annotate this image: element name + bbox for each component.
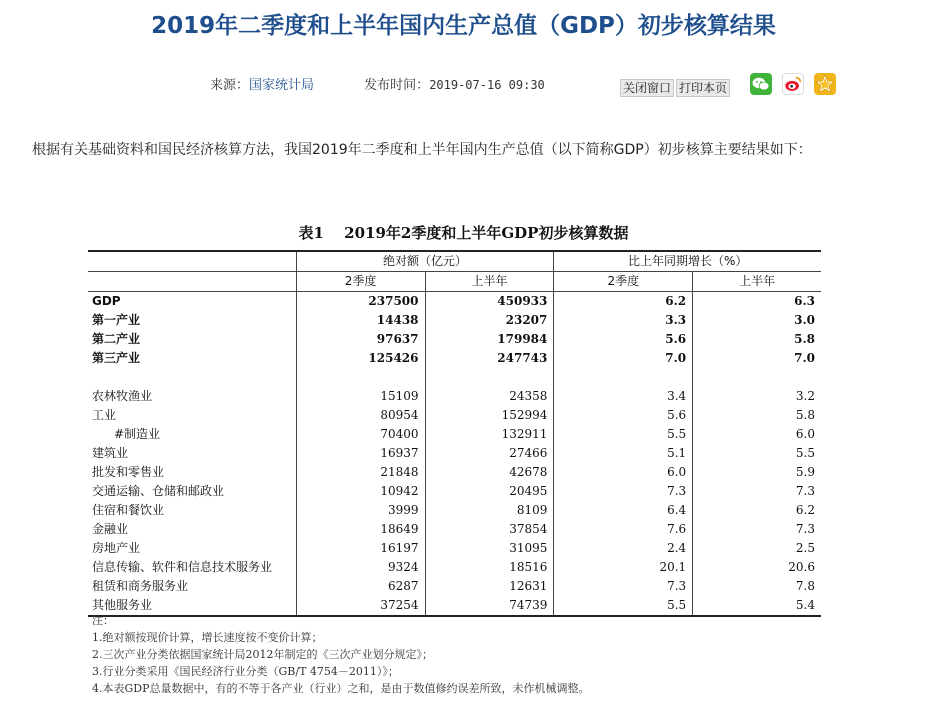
intro-paragraph: 根据有关基础资料和国民经济核算方法，我国2019年二季度和上半年国内生产总值（以下简称GDP）初步核算主要结果如下： bbox=[32, 142, 812, 158]
row-h1-growth: 6.0 bbox=[693, 425, 821, 444]
row-q2-growth: 5.1 bbox=[554, 444, 693, 463]
row-q2-growth: 7.3 bbox=[554, 577, 693, 596]
print-page-button[interactable]: 打印本页 bbox=[676, 79, 730, 97]
note-item: 1.绝对额按现价计算，增长速度按不变价计算； bbox=[92, 631, 323, 644]
table-title: 表1 2019年2季度和上半年GDP初步核算数据 bbox=[298, 224, 629, 242]
gdp-table bbox=[88, 250, 821, 617]
table-row bbox=[88, 406, 821, 425]
row-q2-growth: 6.0 bbox=[554, 463, 693, 482]
header-q2-abs: 2季度 bbox=[296, 272, 425, 292]
table-row bbox=[88, 501, 821, 520]
row-h1-abs: 132911 bbox=[425, 425, 554, 444]
table-row bbox=[88, 425, 821, 444]
note-item: 4.本表GDP总量数据中，有的不等于各产业（行业）之和，是由于数值修约误差所致，未作机械调整。 bbox=[92, 682, 590, 695]
row-q2-abs: 37254 bbox=[296, 596, 425, 616]
row-q2-growth: 3.3 bbox=[554, 311, 693, 330]
row-name: #制造业 bbox=[114, 427, 161, 441]
row-q2-abs: 125426 bbox=[296, 349, 425, 368]
row-h1-abs: 24358 bbox=[425, 387, 554, 406]
row-h1-growth: 3.2 bbox=[693, 387, 821, 406]
row-name: 其他服务业 bbox=[88, 596, 296, 616]
row-name: GDP bbox=[92, 294, 121, 308]
qzone-icon[interactable] bbox=[814, 73, 836, 95]
publish-time: 2019-07-16 09:30 bbox=[429, 78, 545, 92]
row-q2-growth: 7.0 bbox=[554, 349, 693, 368]
row-name: 第三产业 bbox=[92, 351, 141, 365]
row-name: 工业 bbox=[92, 408, 117, 422]
row-q2-abs: 3999 bbox=[296, 501, 425, 520]
note-item: 3.行业分类采用《国民经济行业分类（GB/T 4754－2011）》； bbox=[92, 665, 399, 678]
row-h1-growth: 5.8 bbox=[693, 330, 821, 349]
row-q2-abs: 16197 bbox=[296, 539, 425, 558]
header-q2-growth: 2季度 bbox=[554, 272, 693, 292]
row-name: 房地产业 bbox=[92, 541, 141, 555]
table-row bbox=[88, 539, 821, 558]
row-h1-growth: 7.0 bbox=[693, 349, 821, 368]
spacer-row bbox=[88, 368, 821, 387]
row-name: 住宿和餐饮业 bbox=[92, 503, 165, 517]
row-q2-abs: 10942 bbox=[296, 482, 425, 501]
row-h1-abs: 12631 bbox=[425, 577, 554, 596]
table-row bbox=[88, 311, 821, 330]
row-name: 第二产业 bbox=[92, 332, 141, 346]
page-title: 2019年二季度和上半年国内生产总值（GDP）初步核算结果 bbox=[151, 13, 776, 39]
row-h1-growth: 5.9 bbox=[693, 463, 821, 482]
table-row bbox=[88, 387, 821, 406]
row-q2-growth: 5.6 bbox=[554, 406, 693, 425]
table-row bbox=[88, 330, 821, 349]
row-q2-growth: 5.5 bbox=[554, 425, 693, 444]
table-body bbox=[88, 292, 821, 617]
publish-label: 发布时间： bbox=[364, 78, 430, 93]
table-notes bbox=[92, 612, 590, 697]
row-h1-abs: 450933 bbox=[425, 292, 554, 312]
row-q2-abs: 16937 bbox=[296, 444, 425, 463]
row-h1-growth: 7.3 bbox=[693, 482, 821, 501]
table-row bbox=[88, 349, 821, 368]
row-h1-growth: 5.4 bbox=[693, 596, 821, 616]
row-h1-growth: 3.0 bbox=[693, 311, 821, 330]
row-q2-abs: 97637 bbox=[296, 330, 425, 349]
table-row bbox=[88, 292, 821, 312]
row-h1-abs: 27466 bbox=[425, 444, 554, 463]
table-row bbox=[88, 463, 821, 482]
row-q2-abs: 18649 bbox=[296, 520, 425, 539]
row-name: 租赁和商务服务业 bbox=[92, 579, 189, 593]
row-q2-growth: 6.2 bbox=[554, 292, 693, 312]
row-q2-abs: 9324 bbox=[296, 558, 425, 577]
row-h1-growth: 5.8 bbox=[693, 406, 821, 425]
row-h1-growth: 6.3 bbox=[693, 292, 821, 312]
row-h1-abs: 42678 bbox=[425, 463, 554, 482]
page-actions bbox=[620, 77, 732, 95]
table-row bbox=[88, 520, 821, 539]
row-h1-growth: 7.8 bbox=[693, 577, 821, 596]
row-q2-growth: 3.4 bbox=[554, 387, 693, 406]
row-h1-growth: 6.2 bbox=[693, 501, 821, 520]
row-q2-growth: 6.4 bbox=[554, 501, 693, 520]
row-q2-growth: 2.4 bbox=[554, 539, 693, 558]
row-q2-abs: 70400 bbox=[296, 425, 425, 444]
table-row bbox=[88, 558, 821, 577]
row-h1-abs: 8109 bbox=[425, 501, 554, 520]
row-q2-growth: 20.1 bbox=[554, 558, 693, 577]
row-name: 信息传输、软件和信息技术服务业 bbox=[92, 560, 273, 574]
row-name: 建筑业 bbox=[92, 446, 129, 460]
row-q2-abs: 15109 bbox=[296, 387, 425, 406]
row-h1-abs: 18516 bbox=[425, 558, 554, 577]
row-h1-abs: 31095 bbox=[425, 539, 554, 558]
row-q2-abs: 237500 bbox=[296, 292, 425, 312]
header-h1-abs: 上半年 bbox=[425, 272, 554, 292]
table-row bbox=[88, 444, 821, 463]
row-q2-growth: 5.5 bbox=[554, 596, 693, 616]
article-meta bbox=[210, 75, 545, 95]
row-h1-growth: 2.5 bbox=[693, 539, 821, 558]
source-value: 国家统计局 bbox=[249, 78, 315, 93]
row-q2-abs: 6287 bbox=[296, 577, 425, 596]
table-row bbox=[88, 577, 821, 596]
share-bar bbox=[750, 73, 841, 99]
header-growth: 比上年同期增长（%） bbox=[554, 251, 821, 272]
row-q2-abs: 14438 bbox=[296, 311, 425, 330]
row-name: 批发和零售业 bbox=[92, 465, 165, 479]
row-name: 第一产业 bbox=[92, 313, 141, 327]
row-h1-abs: 179984 bbox=[425, 330, 554, 349]
header-blank bbox=[88, 251, 296, 272]
header-h1-growth: 上半年 bbox=[693, 272, 821, 292]
weibo-icon[interactable] bbox=[782, 73, 804, 95]
row-h1-abs: 23207 bbox=[425, 311, 554, 330]
row-h1-abs: 37854 bbox=[425, 520, 554, 539]
row-h1-growth: 7.3 bbox=[693, 520, 821, 539]
row-q2-abs: 21848 bbox=[296, 463, 425, 482]
table-row bbox=[88, 482, 821, 501]
row-name: 交通运输、仓储和邮政业 bbox=[92, 484, 225, 498]
note-item: 2.三次产业分类依据国家统计局2012年制定的《三次产业划分规定》； bbox=[92, 648, 433, 661]
row-name: 农林牧渔业 bbox=[92, 389, 153, 403]
row-q2-abs: 80954 bbox=[296, 406, 425, 425]
row-h1-abs: 74739 bbox=[425, 596, 554, 616]
wechat-icon[interactable] bbox=[750, 73, 772, 95]
row-h1-growth: 5.5 bbox=[693, 444, 821, 463]
row-h1-abs: 152994 bbox=[425, 406, 554, 425]
row-q2-growth: 7.6 bbox=[554, 520, 693, 539]
row-h1-growth: 20.6 bbox=[693, 558, 821, 577]
notes-label: 注： bbox=[92, 614, 114, 627]
row-h1-abs: 20495 bbox=[425, 482, 554, 501]
row-q2-growth: 7.3 bbox=[554, 482, 693, 501]
row-q2-growth: 5.6 bbox=[554, 330, 693, 349]
source-label: 来源： bbox=[210, 78, 250, 93]
row-h1-abs: 247743 bbox=[425, 349, 554, 368]
close-window-button[interactable]: 关闭窗口 bbox=[620, 79, 674, 97]
header-absolute: 绝对额（亿元） bbox=[296, 251, 554, 272]
row-name: 金融业 bbox=[92, 522, 129, 536]
